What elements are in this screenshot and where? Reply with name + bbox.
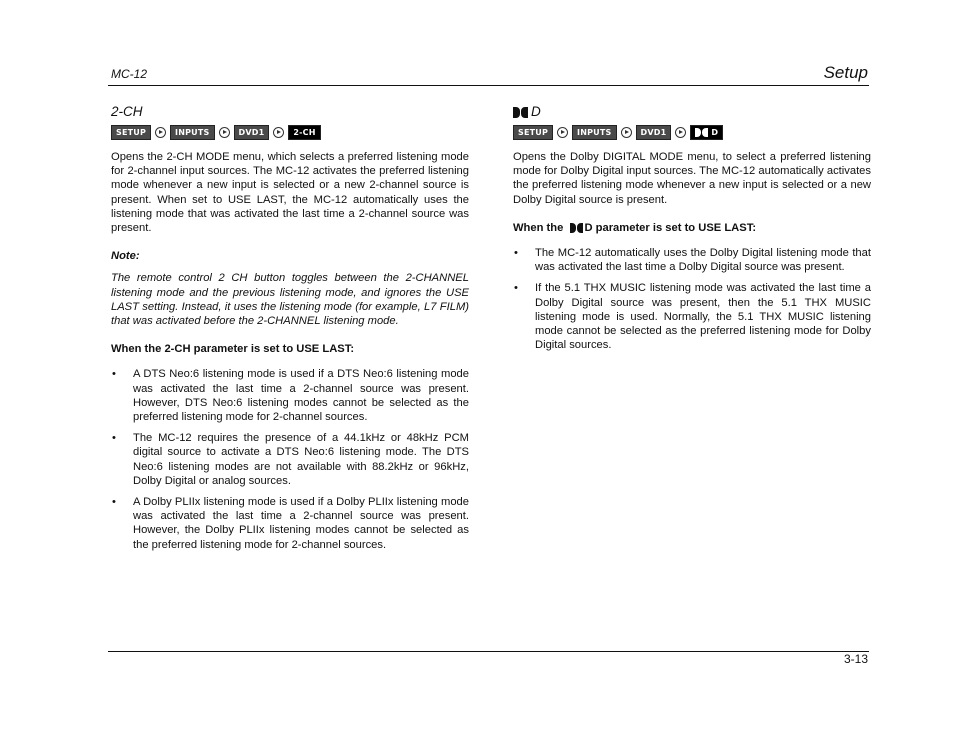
subhead-prefix: When the [513, 221, 564, 234]
bullet-list-2ch [111, 367, 469, 551]
page-number: 3-13 [843, 652, 868, 666]
subhead-dd-use-last [513, 221, 871, 235]
crumb-setup: SETUP [111, 125, 151, 140]
crumb-dvd1: DVD1 [234, 125, 270, 140]
list-item: • If the 5.1 THX MUSIC listening mode was activated the last time a Dolby Digital source was present, then the 5.1 THX MUSIC listening mode is used. Normally, the 5.1 THX MUSIC listening mode cannot be selected as the preferred listening mode for Dolby Digital sources. [513, 281, 871, 352]
arrow-right-icon [273, 127, 284, 138]
dolby-double-d-icon [695, 128, 708, 137]
right-column [513, 104, 871, 359]
crumb-inputs: INPUTS [572, 125, 616, 140]
arrow-right-icon [155, 127, 166, 138]
section-title-dolby-digital [513, 104, 871, 120]
note-label: Note: [111, 250, 140, 263]
footer-rule [108, 651, 869, 652]
crumb-dolby-digital [690, 125, 723, 140]
intro-paragraph-dolby-digital: Opens the Dolby DIGITAL MODE menu, to select a preferred listening mode for Dolby Digital input sources. The MC-12 automatically activates the preferred listening mode whenever a new input is selected or a new Dolby Digital source is present. [513, 151, 871, 206]
header-rule [108, 85, 869, 86]
dolby-double-d-icon [570, 223, 583, 233]
arrow-right-icon [219, 127, 230, 138]
arrow-right-icon [621, 127, 632, 138]
dolby-double-d-icon [513, 107, 528, 118]
breadcrumb-2ch [111, 125, 469, 139]
bullet-list-dolby-digital [513, 246, 871, 352]
list-item: • The MC-12 requires the presence of a 44.1kHz or 48kHz PCM digital source to activate a DTS Neo:6 listening mode. The DTS Neo:6 listening modes are not available with 88.2kHz or 96kHz, Dolby Digital or analog sources. [111, 431, 469, 488]
breadcrumb-dolby-digital [513, 125, 871, 139]
subhead-2ch-use-last: When the 2-CH parameter is set to USE LAST: [111, 343, 355, 356]
header-section-title: Setup [823, 63, 868, 82]
crumb-2ch: 2-CH [288, 125, 320, 140]
note-text: The remote control 2 CH button toggles between the 2-CHANNEL listening mode and the previous listening mode, and ignores the USE LAST setting. Instead, it uses the listening mode (for example, L7 FILM) that was activated before the 2-CHANNEL listening mode. [111, 272, 469, 328]
list-item: • A Dolby PLIIx listening mode is used if a Dolby PLIIx listening mode was activated the last time a 2-channel source was present. However, the Dolby PLIIx listening modes cannot be selected as the preferred listening mode for 2-channel sources. [111, 495, 469, 552]
list-item: • A DTS Neo:6 listening mode is used if a DTS Neo:6 listening mode was activated the last time a 2-channel source was present. However, DTS Neo:6 listening modes cannot be selected as the preferred listening mode for 2-channel sources. [111, 367, 469, 424]
subhead-suffix: D parameter is set to USE LAST: [584, 221, 757, 234]
section-title-2ch: 2-CH [111, 103, 143, 119]
left-column [111, 104, 469, 559]
crumb-dvd1: DVD1 [636, 125, 672, 140]
arrow-right-icon [557, 127, 568, 138]
intro-paragraph-2ch: Opens the 2-CH MODE menu, which selects a preferred listening mode for 2-channel input sources. The MC-12 activates the preferred listening mode whenever a new input is selected or a new 2-channel source is present. When set to USE LAST, the MC-12 automatically uses the listening mode that was activated the last time a 2-channel source was present. [111, 151, 469, 235]
crumb-dolby-digital-label: D [711, 127, 719, 137]
arrow-right-icon [675, 127, 686, 138]
list-item: • The MC-12 automatically uses the Dolby Digital listening mode that was activated the last time a Dolby Digital source was present. [513, 246, 871, 274]
crumb-inputs: INPUTS [170, 125, 214, 140]
crumb-setup: SETUP [513, 125, 553, 140]
header-model: MC-12 [111, 67, 148, 81]
section-title-text: D [531, 103, 541, 119]
